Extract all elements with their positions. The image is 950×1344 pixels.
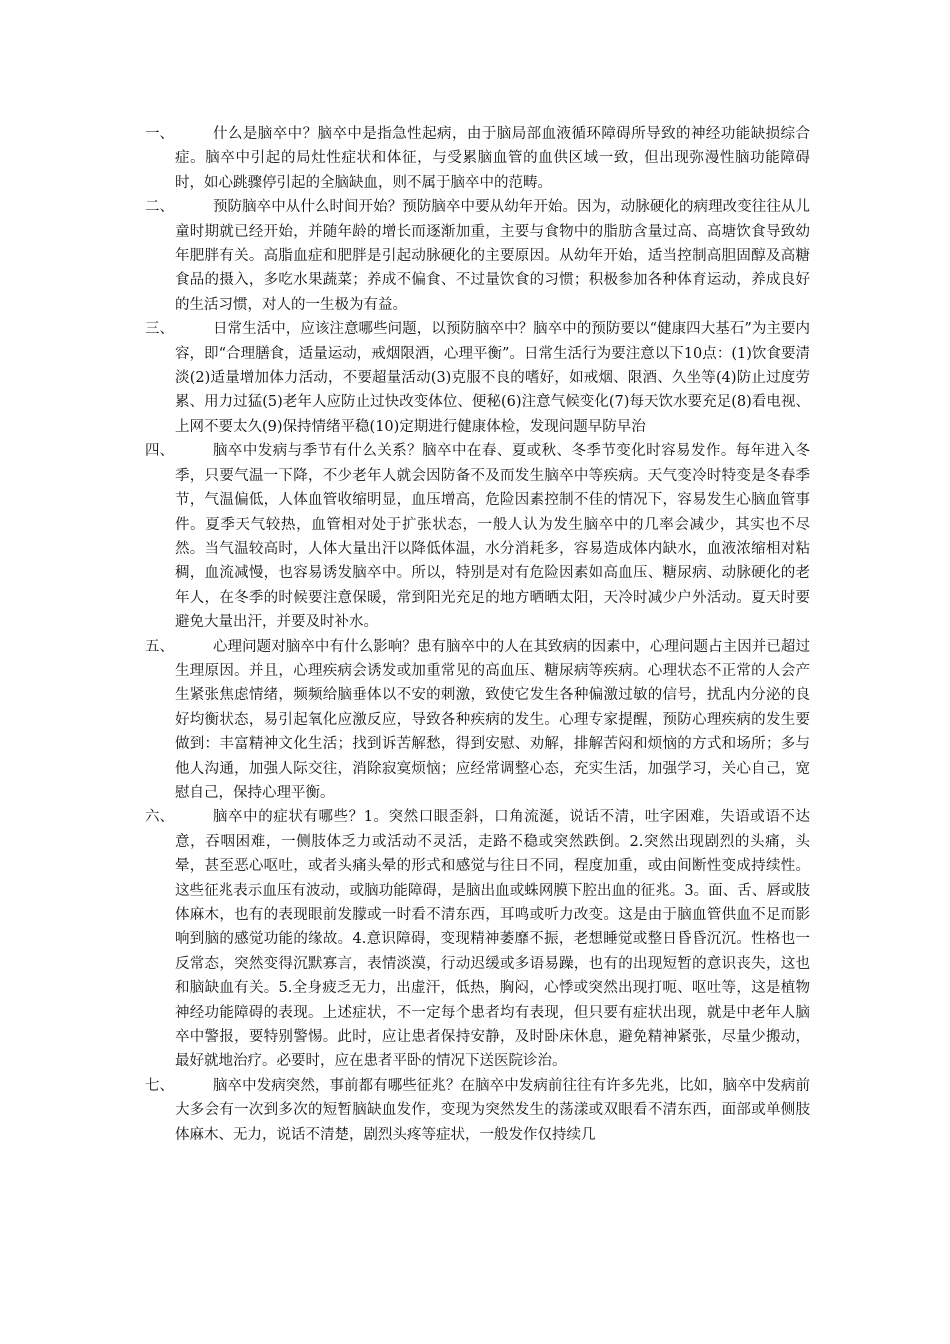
list-item-5 (145, 635, 810, 806)
item-number: 四、 (145, 443, 174, 460)
item-text: 脑卒中发病与季节有什么关系？脑卒中在春、夏或秋、冬季节变化时容易发作。每年进入冬季，只要气温一下降，不少老年人就会因防备不及而发生脑卒中等疾病。天气变冷时特变是冬春季节，气温偏低，人体血管收缩明显，血压增高，危险因素控制不佳的情况下，容易发生心脑血管事件。夏季天气较热，血管相对处于扩张状态，一般人认为发生脑卒中的几率会减少，其实也不尽然。当气温较高时，人体大量出汗以降低体温，水分消耗多，容易造成体内缺水，血液浓缩相对粘稠，血流减慢，也容易诱发脑卒中。所以，特别是对有危险因素如高血压、糖尿病、动脉硬化的老年人，在冬季的时候要注意保暖，常到阳光充足的地方晒晒太阳，天冷时减少户外活动。夏天时要避免大量出汗，并要及时补水。 (175, 443, 810, 631)
item-number: 二、 (145, 199, 174, 216)
item-text: 什么是脑卒中？脑卒中是指急性起病，由于脑局部血液循环障碍所导致的神经功能缺损综合症。脑卒中引起的局灶性症状和体征，与受累脑血管的血供区域一致，但出现弥漫性脑功能障碍时，如心跳骤停引起的全脑缺血，则不属于脑卒中的范畴。 (175, 126, 810, 191)
item-number: 六、 (145, 809, 174, 826)
item-number: 五、 (145, 638, 174, 655)
list-item-3 (145, 317, 810, 439)
numbered-list (145, 122, 810, 1147)
item-text: 脑卒中的症状有哪些？1。突然口眼歪斜，口角流涎，说话不清，吐字困难，失语或语不达意，吞咽困难，一侧肢体乏力或活动不灵活，走路不稳或突然跌倒。2.突然出现剧烈的头痛，头晕，甚至恶心呕吐，或者头痛头晕的形式和感觉与往日不同，程度加重，或由间断性变成持续性。这些征兆表示血压有波动，或脑功能障碍，是脑出血或蛛网膜下腔出血的征兆。3。面、舌、唇或肢体麻木，也有的表现眼前发朦或一时看不清东西，耳鸣或听力改变。这是由于脑血管供血不足而影响到脑的感觉功能的缘故。4.意识障碍，变现精神萎靡不振，老想睡觉或整日昏昏沉沉。性格也一反常态，突然变得沉默寡言，表情淡漠，行动迟缓或多语易躁，也有的出现短暂的意识丧失，这也和脑缺血有关。5.全身疲乏无力，出虚汗，低热，胸闷，心悸或突然出现打呃、呕吐等，这是植物神经功能障碍的表现。上述症状，不一定每个患者均有表现，但只要有症状出现，就是中老年人脑卒中警报，要特别警惕。此时，应让患者保持安静，及时卧床休息，避免精神紧张，尽量少搬动，最好就地治疗。必要时，应在患者平卧的情况下送医院诊治。 (175, 809, 810, 1070)
item-text: 心理问题对脑卒中有什么影响？患有脑卒中的人在其致病的因素中，心理问题占主因并已超过生理原因。并且，心理疾病会诱发或加重常见的高血压、糖尿病等疾病。心理状态不正常的人会产生紧张焦虑情绪，频频给脑垂体以不安的刺激，致使它发生各种偏激过敏的信号，扰乱内分泌的良好均衡状态，易引起氧化应激反应，导致各种疾病的发生。心理专家提醒，预防心理疾病的发生要做到：丰富精神文化生活；找到诉苦解愁，得到安慰、劝解，排解苦闷和烦恼的方式和场所；多与他人沟通，加强人际交往，消除寂寞烦恼；应经常调整心态，充实生活，加强学习，关心自己，宽慰自己，保持心理平衡。 (175, 638, 810, 801)
item-text: 脑卒中发病突然，事前都有哪些征兆？在脑卒中发病前往往有许多先兆，比如，脑卒中发病前大多会有一次到多次的短暂脑缺血发作，变现为突然发生的荡漾或双眼看不清东西，面部或单侧肢体麻木、无力，说话不清楚，剧烈头疼等症状，一般发作仅持续几 (175, 1077, 810, 1143)
item-number: 一、 (145, 126, 174, 142)
item-text: 日常生活中，应该注意哪些问题，以预防脑卒中？脑卒中的预防要以“健康四大基石”为主要内容，即“合理膳食，适量运动，戒烟限酒，心理平衡”。日常生活行为要注意以下10点：(1)饮食要清淡(2)适量增加体力活动，不要超量活动(3)克服不良的嗜好，如戒烟、限酒、久坐等(4)防止过度劳累、用力过猛(5)老年人应防止过快改变体位、便秘(6)注意气候变化(7)每天饮水要充足(8)看电视、上网不要太久(9)保持情绪平稳(10)定期进行健康体检，发现问题早防早治 (175, 321, 810, 435)
list-item-2 (145, 195, 810, 317)
list-item-7 (145, 1074, 810, 1147)
list-item-1 (145, 122, 810, 195)
item-text: 预防脑卒中从什么时间开始？预防脑卒中要从幼年开始。因为，动脉硬化的病理改变往往从儿童时期就已经开始，并随年龄的增长而逐渐加重，主要与食物中的脂肪含量过高、高塘饮食导致幼年肥胖有关。高脂血症和肥胖是引起动脉硬化的主要原因。从幼年开始，适当控制高胆固醇及高糖食品的摄入，多吃水果蔬菜；养成不偏食、不过量饮食的习惯；积极参加各种体育运动，养成良好的生活习惯，对人的一生极为有益。 (175, 199, 810, 313)
item-number: 三、 (145, 321, 174, 338)
item-number: 七、 (145, 1077, 174, 1094)
list-item-4 (145, 439, 810, 634)
list-item-6 (145, 805, 810, 1073)
